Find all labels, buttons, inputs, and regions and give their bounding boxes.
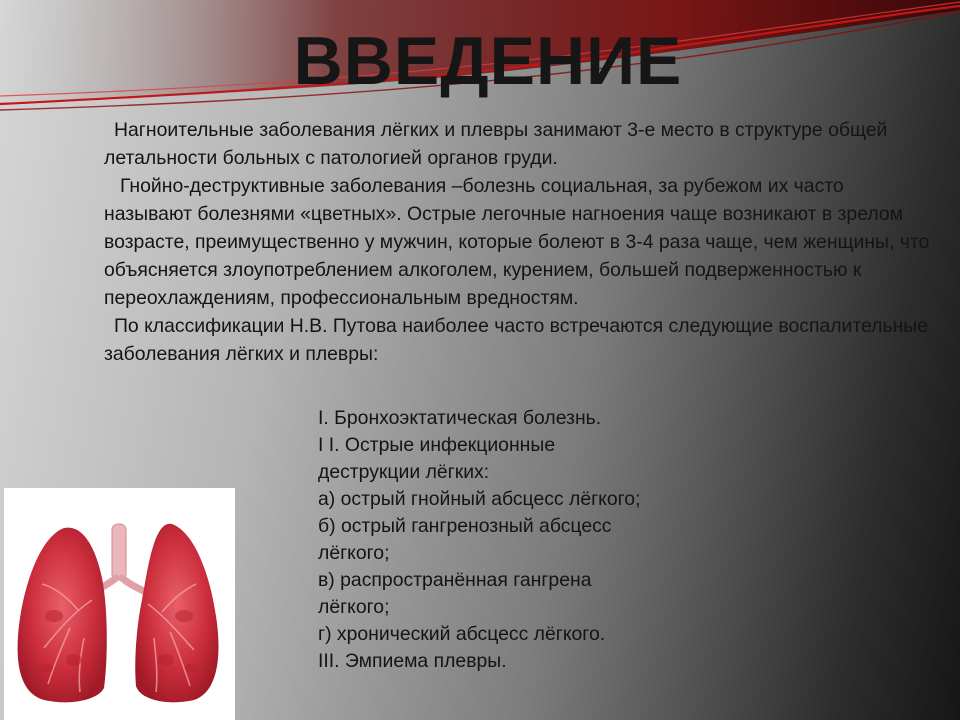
slide-title: ВВЕДЕНИЕ (293, 23, 683, 99)
classification-list (318, 405, 738, 675)
paragraph: Гнойно-деструктивные заболевания –болезнь социальная, за рубежом их часто называют болезнями «цветных». Острые легочные нагноения чаще возникают в зрелом возрасте, преимущественно у мужчин, которые болеют в 3-4 раза чаще, чем женщины, что объясняется злоупотреблением алкоголем, курением, большей подверженностью к переохлаждениям, профессиональным вредностям. (104, 175, 930, 309)
list-item: III. Эмпиема плевры. (318, 650, 507, 672)
intro-text (104, 116, 934, 368)
paragraph: Нагноительные заболевания лёгких и плевры занимают 3-е место в структуре общей летальности больных с патологией органов груди. (104, 119, 888, 169)
list-item: I I. Острые инфекционные (318, 434, 556, 456)
list-item: лёгкого; (318, 542, 390, 564)
lungs-image (4, 488, 235, 720)
list-item: в) распространённая гангрена (318, 569, 592, 591)
list-item: деструкции лёгких: (318, 461, 490, 483)
paragraph: По классификации Н.В. Путова наиболее часто встречаются следующие воспалительные заболевания лёгких и плевры: (104, 315, 929, 365)
list-item: б) острый гангренозный абсцесс (318, 515, 612, 537)
list-item: лёгкого; (318, 596, 390, 618)
list-item: г) хронический абсцесс лёгкого. (318, 623, 606, 645)
list-item: а) острый гнойный абсцесс лёгкого; (318, 488, 641, 510)
list-item: I. Бронхоэктатическая болезнь. (318, 407, 602, 429)
lungs-icon (4, 488, 235, 720)
